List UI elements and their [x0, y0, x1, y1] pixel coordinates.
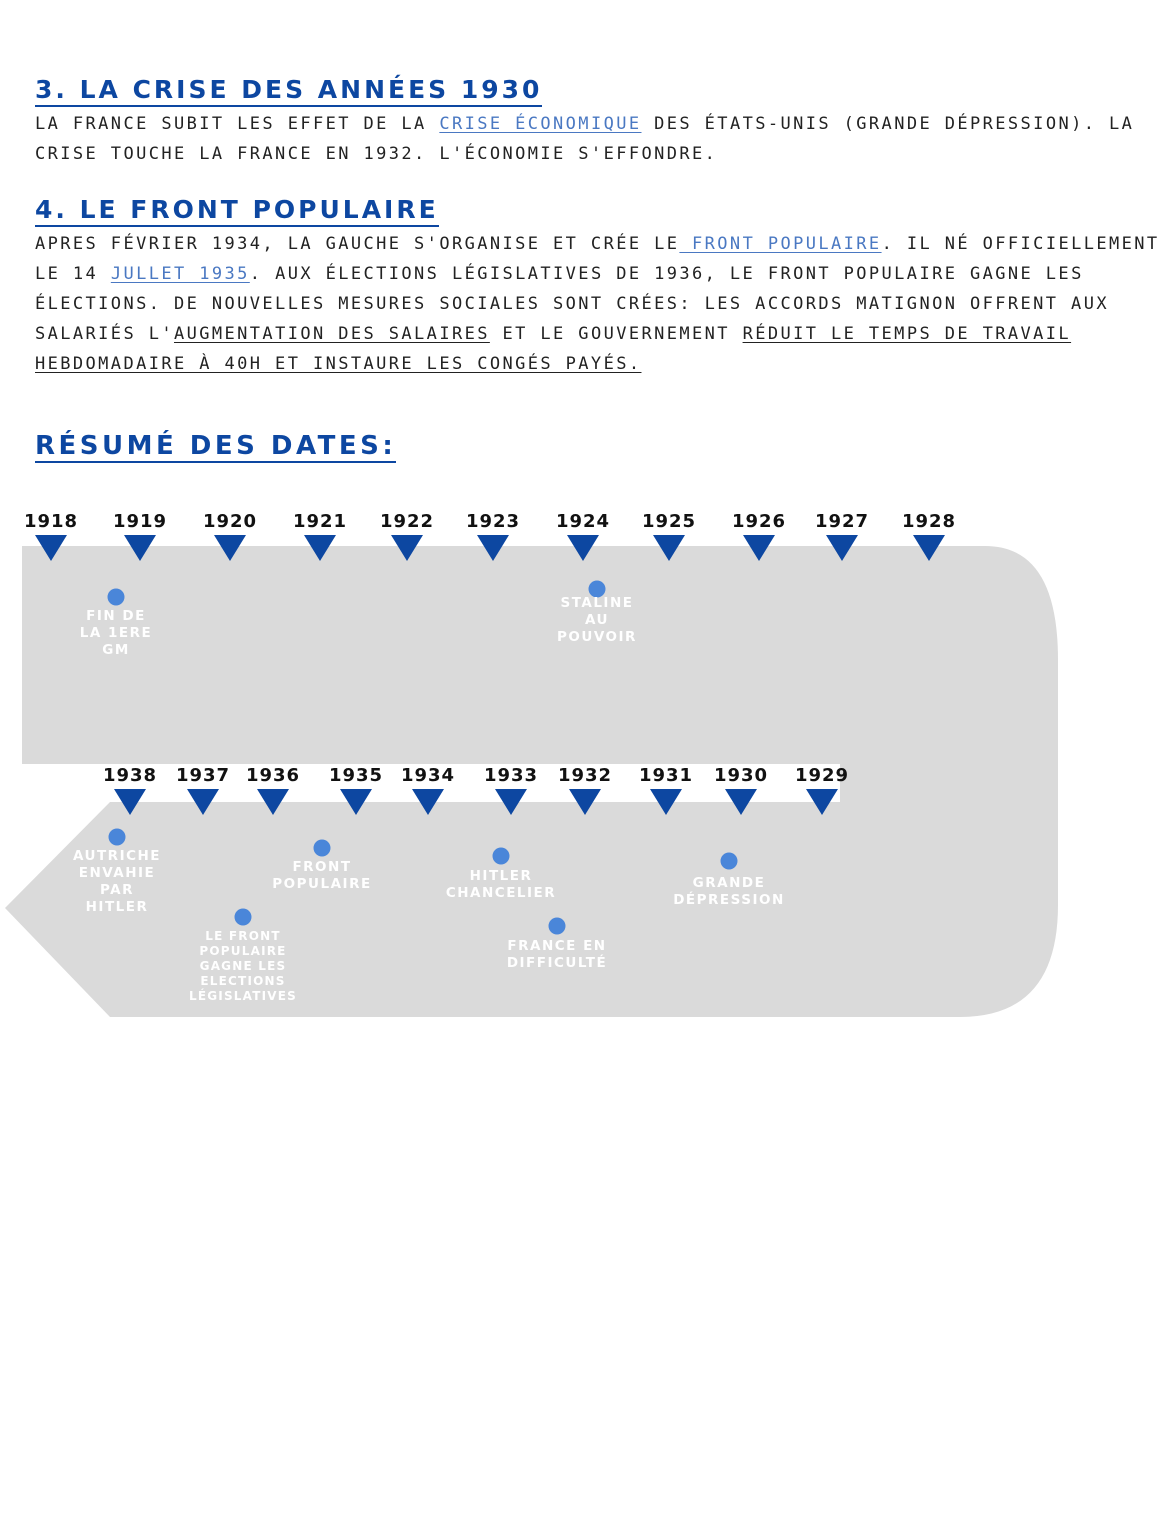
event-dot-1929 [721, 853, 738, 870]
timeline-year-1934: 1934 [400, 765, 456, 786]
event-label-line: HITLER [469, 868, 533, 884]
event-dot-1932 [549, 918, 566, 935]
event-label-line: ENVAHIE [78, 865, 156, 881]
event-label-line: DIFFICULTÉ [506, 955, 608, 971]
event-label-line: DÉPRESSION [673, 892, 785, 908]
event-label-line: FRONT [292, 859, 352, 875]
event-label-line: AU [585, 612, 609, 628]
section-4-title: 4. LE FRONT POPULAIRE [35, 196, 439, 227]
event-label-line: STALINE [560, 595, 634, 611]
timeline-year-1922: 1922 [379, 511, 435, 532]
timeline-year-1930: 1930 [713, 765, 769, 786]
event-label-line: CHANCELIER [445, 885, 557, 901]
event-dot-1938 [109, 829, 126, 846]
event-label-1932 [507, 938, 607, 971]
text-segment: APRES FÉVRIER 1934, LA GAUCHE S'ORGANISE ET CRÉE LE [35, 234, 680, 254]
event-label-line: FRANCE EN [507, 938, 607, 954]
event-label-line: POUVOIR [557, 629, 637, 645]
event-label-line: POPULAIRE [199, 944, 287, 958]
timeline-year-1924: 1924 [555, 511, 611, 532]
event-label-line: GRANDE [692, 875, 766, 891]
event-dot-1919 [108, 589, 125, 606]
text-segment: DES ÉTATS-UNIS (GRANDE DÉPRESSION). LA [641, 114, 1135, 134]
timeline-year-1927: 1927 [814, 511, 870, 532]
event-label-line: GM [102, 642, 130, 658]
text-segment: SALARIÉS L' [35, 324, 174, 344]
timeline-year-1920: 1920 [202, 511, 258, 532]
underlined-text: AUGMENTATION DES SALAIRES [173, 324, 490, 344]
timeline-year-1923: 1923 [465, 511, 521, 532]
event-label-line: AUTRICHE [72, 848, 162, 864]
event-label-line: LÉGISLATIVES [189, 989, 297, 1003]
timeline-year-1928: 1928 [901, 511, 957, 532]
timeline-year-1929: 1929 [794, 765, 850, 786]
event-label-line: ELECTIONS [200, 974, 286, 988]
timeline-year-1931: 1931 [638, 765, 694, 786]
text-segment: . AUX ÉLECTIONS LÉGISLATIVES DE 1936, LE FRONT POPULAIRE GAGNE LES [249, 264, 1084, 284]
underlined-text: RÉDUIT LE TEMPS DE TRAVAIL [742, 324, 1072, 344]
text-segment: ET LE GOUVERNEMENT [489, 324, 743, 344]
timeline-year-1935: 1935 [328, 765, 384, 786]
event-label-line: GAGNE LES [199, 959, 287, 973]
event-dot-1933 [493, 848, 510, 865]
link-jullet-1935[interactable]: JULLET 1935 [110, 264, 250, 284]
timeline-year-1925: 1925 [641, 511, 697, 532]
event-label-line: HITLER [85, 899, 149, 915]
summary-title: RÉSUMÉ DES DATES: [35, 431, 397, 461]
link-crise-economique[interactable]: CRISE ÉCONOMIQUE [439, 114, 642, 134]
timeline-year-1926: 1926 [731, 511, 787, 532]
timeline-year-1921: 1921 [292, 511, 348, 532]
text-segment: ÉLECTIONS. DE NOUVELLES MESURES SOCIALES SONT CRÉES: LES ACCORDS MATIGNON OFFRENT AUX [35, 294, 1109, 314]
text-segment: LA FRANCE SUBIT LES EFFET DE LA [35, 114, 440, 134]
timeline-year-1933: 1933 [483, 765, 539, 786]
link-front-populaire[interactable]: FRONT POPULAIRE [679, 234, 882, 254]
text-segment: LE 14 [35, 264, 111, 284]
timeline-year-1932: 1932 [557, 765, 613, 786]
section-3-title: 3. LA CRISE DES ANNÉES 1930 [35, 76, 542, 107]
event-label-line: LA 1ERE [79, 625, 153, 641]
timeline-year-1938: 1938 [102, 765, 158, 786]
event-label-line: FIN DE [86, 608, 146, 624]
event-label-line: PAR [100, 882, 134, 898]
timeline-year-1918: 1918 [23, 511, 79, 532]
timeline-year-1919: 1919 [112, 511, 168, 532]
event-dot-1936 [235, 909, 252, 926]
text-segment: CRISE TOUCHE LA FRANCE EN 1932. L'ÉCONOMIE S'EFFONDRE. [35, 144, 718, 164]
underlined-text: HEBDOMADAIRE À 40H ET INSTAURE LES CONGÉS PAYÉS. [35, 354, 642, 374]
text-segment: . IL NÉ OFFICIELLEMENT [881, 234, 1160, 254]
event-label-line: POPULAIRE [272, 876, 372, 892]
timeline-year-1937: 1937 [175, 765, 231, 786]
event-label-line: LE FRONT [205, 929, 281, 943]
timeline-year-1936: 1936 [245, 765, 301, 786]
event-dot-1935 [314, 840, 331, 857]
